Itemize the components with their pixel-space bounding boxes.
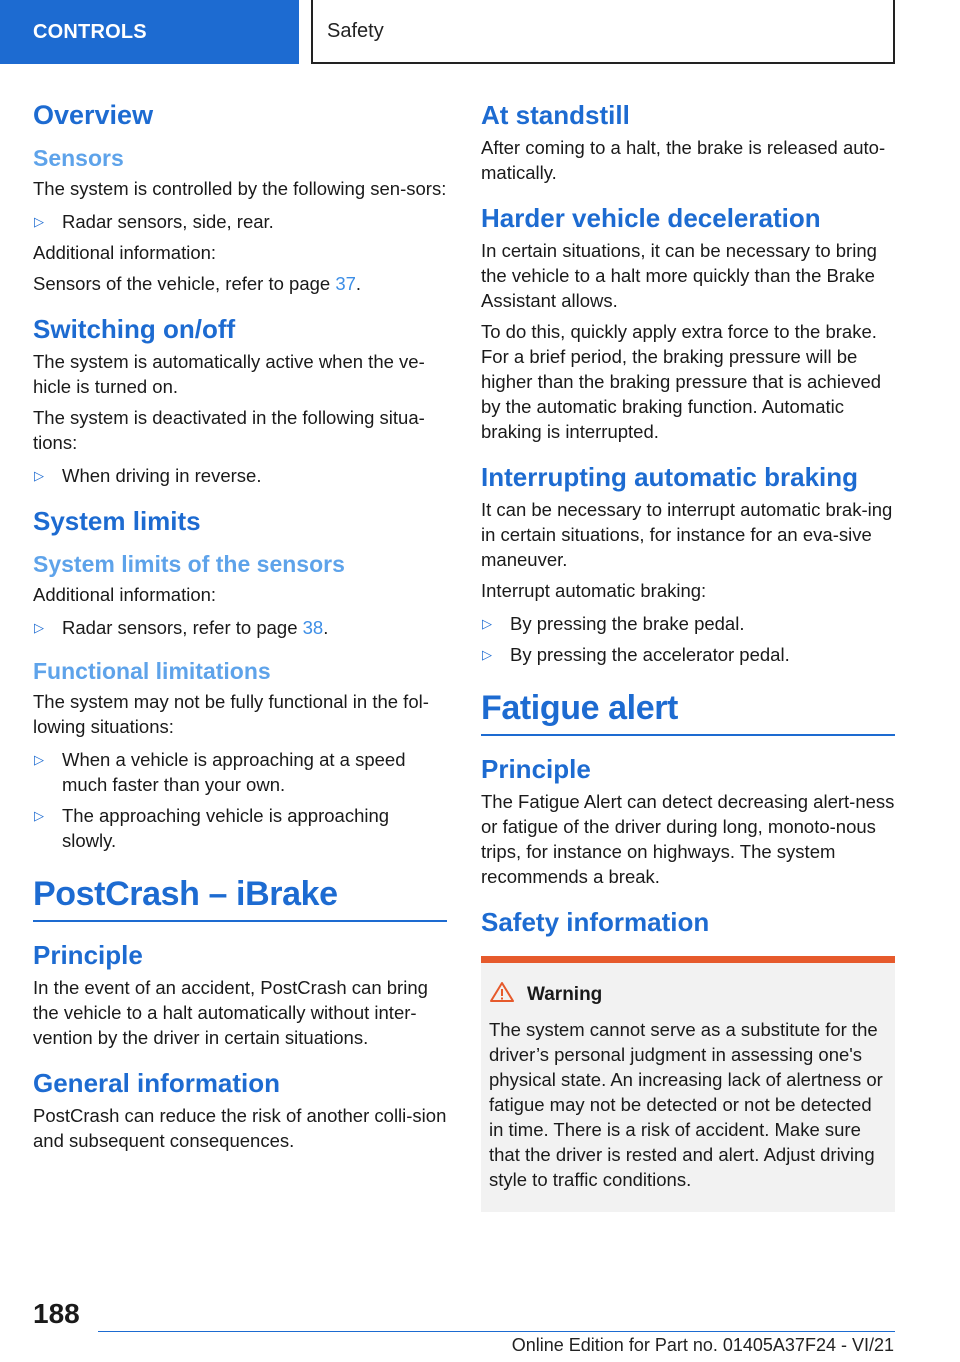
list-item: ▷ Radar sensors, refer to page 38.: [34, 617, 329, 638]
list-item: ▷ When driving in reverse.: [34, 465, 262, 486]
bullet-icon: ▷: [34, 214, 44, 229]
sensors-heading: Sensors: [33, 145, 124, 171]
functional-paragraph: The system may not be fully functional in the fol-lowing situations:: [33, 691, 429, 737]
fatigue-alert-heading: Fatigue alert: [481, 689, 895, 736]
fatigue-paragraph: The Fatigue Alert can detect decreasing alert-ness or fatigue of the driver during long, monoto-nous trips, for instance on highways. The system recommends a break.: [481, 791, 895, 887]
bullet-icon: ▷: [482, 647, 492, 662]
list-item: ▷ The approaching vehicle is approaching slowly.: [34, 805, 390, 851]
chapter-label: CONTROLS: [33, 20, 147, 43]
bullet-icon: ▷: [34, 468, 44, 483]
sensors-paragraph: The system is controlled by the following sen-sors:: [33, 178, 447, 199]
additional-info-label: Additional information:: [33, 242, 217, 263]
interrupt-paragraph-2: Interrupt automatic braking:: [481, 580, 707, 601]
general-info-paragraph: PostCrash can reduce the risk of another colli-sion and subsequent consequences.: [33, 1105, 447, 1151]
limits-additional-info: Additional information:: [33, 584, 217, 605]
chapter-tab[interactable]: [0, 0, 299, 64]
harder-deceleration-heading: Harder vehicle deceleration: [481, 203, 821, 233]
interrupt-paragraph-1: It can be necessary to interrupt automatic brak-ing in certain situations, for instance for an eva-sive maneuver.: [481, 499, 893, 570]
system-limits-heading: System limits: [33, 506, 201, 536]
warning-text: The system cannot serve as a substitute for the driver’s personal judgment in assessing one's physical state. An increasing lack of alertness or fatigue may not be detected or not be detected in time. There is a risk of accident. Make sure that the driver is rested and alert. Adjust driving style to traffic conditions.: [489, 1019, 883, 1190]
warning-box: [481, 956, 895, 1212]
list-item: ▷ By pressing the accelerator pedal.: [482, 644, 790, 665]
bullet-icon: ▷: [34, 808, 44, 823]
left-column: [33, 100, 447, 1153]
sensors-reference: Sensors of the vehicle, refer to page 37.: [33, 273, 362, 294]
postcrash-heading: PostCrash – iBrake: [33, 875, 447, 922]
standstill-heading: At standstill: [481, 100, 630, 130]
switching-paragraph-1: The system is automatically active when the ve-hicle is turned on.: [33, 351, 425, 397]
general-info-heading: General information: [33, 1068, 281, 1098]
warning-header: [489, 981, 887, 1009]
bullet-icon: ▷: [34, 752, 44, 767]
interrupting-braking-heading: Interrupting automatic braking: [481, 462, 859, 492]
page-link-37[interactable]: 37: [335, 273, 356, 294]
section-header: [311, 0, 895, 64]
overview-heading: Overview: [33, 100, 154, 130]
page-number: 188: [33, 1298, 80, 1329]
edition-footer: Online Edition for Part no. 01405A37F24 - VI/21: [511, 1335, 894, 1355]
harder-paragraph-2: To do this, quickly apply extra force to the brake. For a brief period, the braking pressure will be higher than the braking pressure that is achieved by the automatic braking function. Automatic braking is interrupted.: [481, 321, 882, 442]
fatigue-principle-heading: Principle: [481, 754, 591, 784]
functional-limitations-heading: Functional limitations: [33, 658, 271, 684]
safety-info-heading: Safety information: [481, 907, 710, 937]
section-label: Safety: [327, 19, 384, 42]
warning-label: Warning: [527, 984, 603, 1005]
list-item: ▷ By pressing the brake pedal.: [482, 613, 745, 634]
harder-paragraph-1: In certain situations, it can be necessary to bring the vehicle to a halt more quickly than the Brake Assistant allows.: [481, 240, 877, 311]
standstill-paragraph: After coming to a halt, the brake is released auto-matically.: [481, 137, 886, 183]
list-item: ▷ When a vehicle is approaching at a speed much faster than your own.: [34, 749, 406, 795]
limits-sensors-heading: System limits of the sensors: [33, 551, 345, 577]
page-link-38[interactable]: 38: [302, 617, 324, 638]
warning-triangle-icon: [489, 981, 515, 1009]
bullet-icon: ▷: [482, 616, 492, 631]
right-column: [481, 100, 895, 1212]
principle-heading: Principle: [33, 940, 143, 970]
principle-paragraph: In the event of an accident, PostCrash can bring the vehicle to a halt automatically without inter-vention by the driver in certain situations.: [33, 977, 428, 1048]
switching-paragraph-2: The system is deactivated in the following situa-tions:: [33, 407, 425, 453]
list-item: ▷ Radar sensors, side, rear.: [34, 211, 274, 232]
bullet-icon: ▷: [34, 620, 44, 635]
switching-heading: Switching on/off: [33, 314, 236, 344]
footer-divider: [98, 1331, 895, 1332]
